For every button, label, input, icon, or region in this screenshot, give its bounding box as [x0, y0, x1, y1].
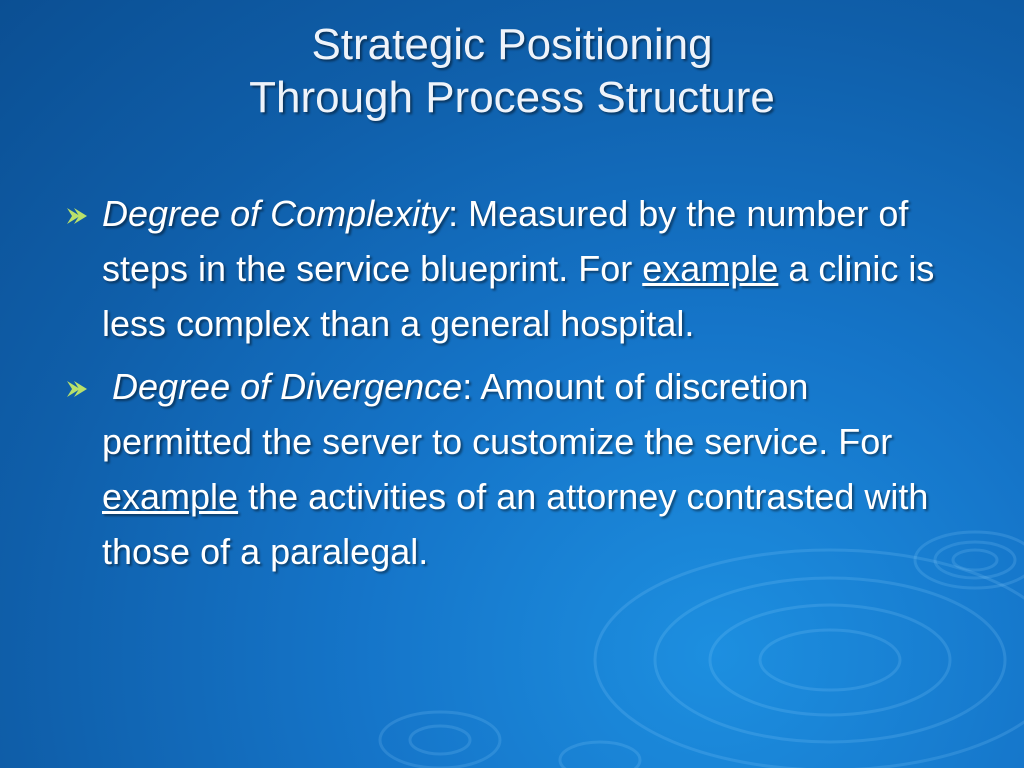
bullet-body-after: a clinic is less complex than a general hospital. [102, 248, 935, 344]
slide-title [0, 18, 1024, 124]
term-degree-of-complexity: Degree of Complexity [102, 193, 449, 234]
underlined-word-example: example [102, 476, 239, 517]
bullet-body-before: Measured by the number of steps in the service blueprint. For [102, 193, 909, 289]
bullet-text [102, 186, 962, 351]
bullet-list [62, 186, 962, 587]
term-degree-of-divergence: Degree of Divergence [112, 366, 463, 407]
underlined-word-example: example [642, 248, 779, 289]
chevron-arrow-icon [64, 205, 90, 227]
bullet-item-divergence [62, 359, 962, 579]
leading-space [102, 366, 112, 407]
title-line-2: Through Process Structure [249, 73, 775, 122]
bullet-body-before: Amount of discretion permitted the server to customize the service. For [102, 366, 893, 462]
bullet-item-complexity [62, 186, 962, 351]
bullet-text [102, 359, 962, 579]
bullet-body-after: the activities of an attorney contrasted with those of a paralegal. [102, 476, 929, 572]
title-line-1: Strategic Positioning [311, 20, 713, 69]
chevron-arrow-icon [64, 378, 90, 400]
term-separator: : [462, 366, 481, 407]
term-separator: : [448, 193, 469, 234]
